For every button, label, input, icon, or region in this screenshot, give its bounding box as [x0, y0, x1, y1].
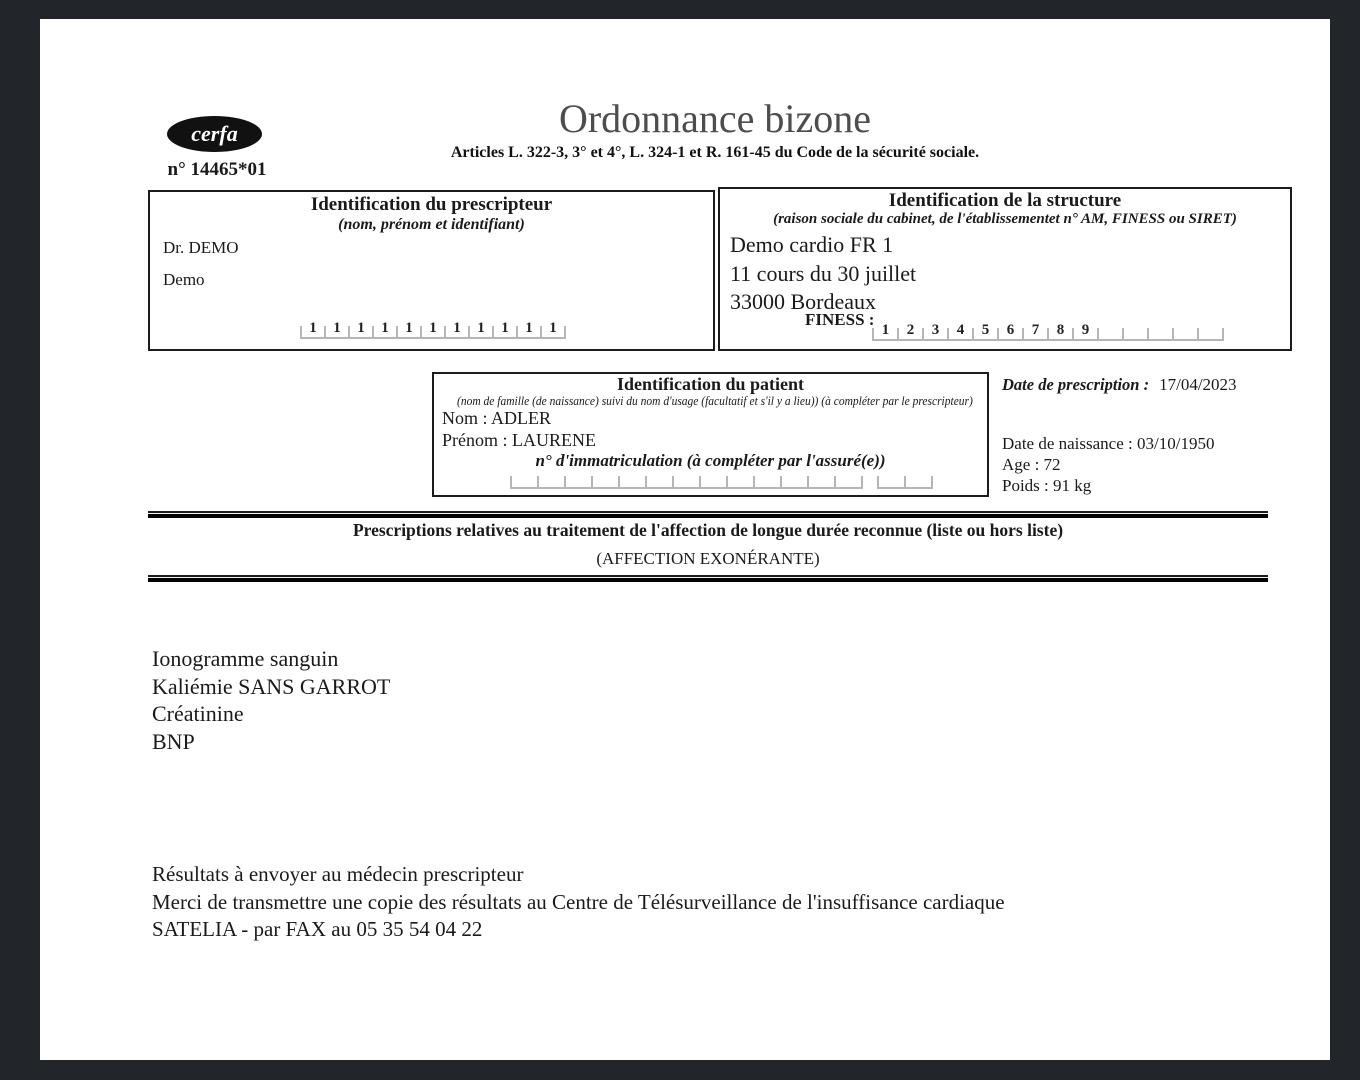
comb-cell: [492, 320, 516, 337]
comb-cell: [1172, 328, 1197, 339]
comb-cell: [564, 476, 591, 487]
comb-cell: [972, 322, 997, 339]
comb-cell-digit: 4: [956, 322, 965, 338]
patient-age-line: Age : 72: [1002, 455, 1061, 474]
comb-cell: [1097, 328, 1122, 339]
cerfa-form-number: n° 14465*01: [167, 159, 267, 180]
comb-cell: [872, 322, 897, 339]
prescription-line: Ionogramme sanguin: [152, 646, 339, 671]
cerfa-logo: [167, 116, 262, 152]
comb-cell: [444, 320, 468, 337]
comb-cell-digit: 1: [309, 320, 317, 336]
prescription-page: [40, 19, 1330, 1060]
immatriculation-label: n° d'immatriculation (à compléter par l'assuré(e)): [535, 451, 886, 470]
comb-cell: [516, 320, 540, 337]
footer-note-line: SATELIA - par FAX au 05 35 54 04 22: [152, 917, 483, 942]
prescriber-name: Dr. DEMO: [163, 238, 239, 257]
prescriber-identification-box: [148, 190, 715, 351]
comb-cell: [922, 322, 947, 339]
comb-cell: [780, 476, 807, 487]
structure-city: 33000 Bordeaux: [730, 289, 877, 314]
structure-street: 11 cours du 30 juillet: [730, 260, 917, 286]
comb-cell-digit: 1: [453, 320, 461, 336]
patient-identification-box: [432, 372, 989, 497]
comb-cell: [897, 322, 922, 339]
prescription-line: Créatinine: [152, 701, 244, 727]
nir-key-comb-field: [877, 476, 933, 489]
comb-cell: [420, 320, 444, 337]
comb-cell: [1122, 328, 1147, 339]
prescriber-box-subtitle: (nom, prénom et identifiant): [338, 215, 525, 233]
structure-identification-box: [718, 187, 1292, 351]
comb-cell: [1047, 322, 1072, 339]
structure-box-title: Identification de la structure: [888, 190, 1122, 211]
comb-cell: [997, 322, 1022, 339]
ald-banner-subtitle: (AFFECTION EXONÉRANTE): [596, 549, 820, 568]
comb-cell-digit: 1: [525, 320, 533, 336]
ald-banner-title: Prescriptions relatives au traitement de l'affection de longue durée reconnue (liste ou hors liste): [352, 520, 1064, 540]
finess-label: FINESS :: [805, 310, 875, 329]
comb-cell: [834, 476, 863, 487]
comb-cell: [324, 320, 348, 337]
comb-cell: [591, 476, 618, 487]
patient-birthdate-line: Date de naissance : 03/10/1950: [1002, 434, 1215, 453]
prescription-date-value: 17/04/2023: [1159, 375, 1237, 394]
comb-cell-digit: 1: [501, 320, 509, 336]
prescription-line: BNP: [152, 728, 195, 754]
comb-cell: [1147, 328, 1172, 339]
finess-comb-field: [872, 322, 1224, 341]
comb-cell: [947, 322, 972, 339]
comb-cell: [904, 476, 933, 487]
comb-cell-digit: 1: [381, 320, 389, 336]
comb-cell: [468, 320, 492, 337]
header-title-block: [390, 97, 1040, 162]
patient-lastname-line: Nom : ADLER: [442, 408, 552, 428]
comb-cell: [396, 320, 420, 337]
comb-cell-digit: 1: [881, 322, 890, 338]
patient-box-subtitle: (nom de famille (de naissance) suivi du nom d'usage (facultatif et s'il y a lieu)) (à compléter par le prescripteur): [457, 394, 973, 408]
comb-cell: [537, 476, 564, 487]
comb-cell-digit: 2: [906, 322, 915, 338]
comb-cell: [699, 476, 726, 487]
cerfa-logo-label: cerfa: [191, 121, 238, 146]
comb-cell-digit: 3: [931, 322, 940, 338]
comb-cell: [726, 476, 753, 487]
prescriber-firstname: Demo: [163, 270, 205, 289]
comb-cell-digit: 1: [429, 320, 437, 336]
comb-cell: [645, 476, 672, 487]
comb-cell: [540, 320, 566, 337]
prescriber-box-title: Identification du prescripteur: [310, 194, 553, 215]
comb-cell-digit: 1: [357, 320, 365, 336]
comb-cell: [348, 320, 372, 337]
ald-banner-top-rule: [148, 511, 1268, 518]
comb-cell: [300, 320, 324, 337]
page-title: Ordonnance bizone: [558, 96, 872, 141]
structure-address-block: [730, 231, 916, 317]
patient-box-title: Identification du patient: [616, 374, 805, 394]
comb-cell: [1022, 322, 1047, 339]
comb-cell-digit: 1: [405, 320, 413, 336]
prescription-line: Kaliémie SANS GARROT: [152, 673, 391, 699]
comb-cell: [1197, 328, 1224, 339]
comb-cell: [672, 476, 699, 487]
nir-comb-field: [510, 476, 863, 489]
prescription-date-row: [1002, 375, 1237, 395]
comb-cell: [753, 476, 780, 487]
comb-cell-digit: 8: [1056, 322, 1065, 338]
comb-cell-digit: 7: [1031, 322, 1040, 338]
footer-note-line: Merci de transmettre une copie des résultats au Centre de Télésurveillance de l'insuffisance cardiaque: [152, 889, 1005, 914]
immatriculation-comb-fields: [510, 476, 933, 489]
comb-cell: [1072, 322, 1097, 339]
comb-cell-digit: 5: [981, 322, 990, 338]
patient-info-block: [1002, 433, 1214, 496]
patient-weight-line: Poids : 91 kg: [1002, 476, 1092, 495]
comb-cell-digit: 6: [1006, 322, 1015, 338]
page-subtitle: Articles L. 322-3, 3° et 4°, L. 324-1 et R. 161-45 du Code de la sécurité sociale.: [450, 144, 980, 161]
footer-note-line: Résultats à envoyer au médecin prescripteur: [152, 862, 524, 886]
prescription-lines-block: [152, 645, 390, 755]
comb-cell-digit: 1: [477, 320, 485, 336]
ald-banner-bottom-rule: [148, 575, 1268, 582]
comb-cell-digit: 1: [333, 320, 341, 336]
prescription-date-label: Date de prescription :: [1002, 375, 1150, 394]
comb-cell: [877, 476, 904, 487]
comb-cell-digit: 1: [549, 320, 557, 336]
comb-cell: [807, 476, 834, 487]
comb-cell: [510, 476, 537, 487]
comb-cell-digit: 9: [1081, 322, 1090, 338]
prescriber-id-comb-field: [300, 320, 566, 339]
comb-cell: [372, 320, 396, 337]
footer-notes-block: [152, 861, 1005, 944]
patient-firstname-line: Prénom : LAURENE: [442, 430, 596, 450]
structure-box-subtitle: (raison sociale du cabinet, de l'établissementet n° AM, FINESS ou SIRET): [773, 211, 1237, 227]
structure-name: Demo cardio FR 1: [730, 232, 894, 257]
comb-cell: [618, 476, 645, 487]
